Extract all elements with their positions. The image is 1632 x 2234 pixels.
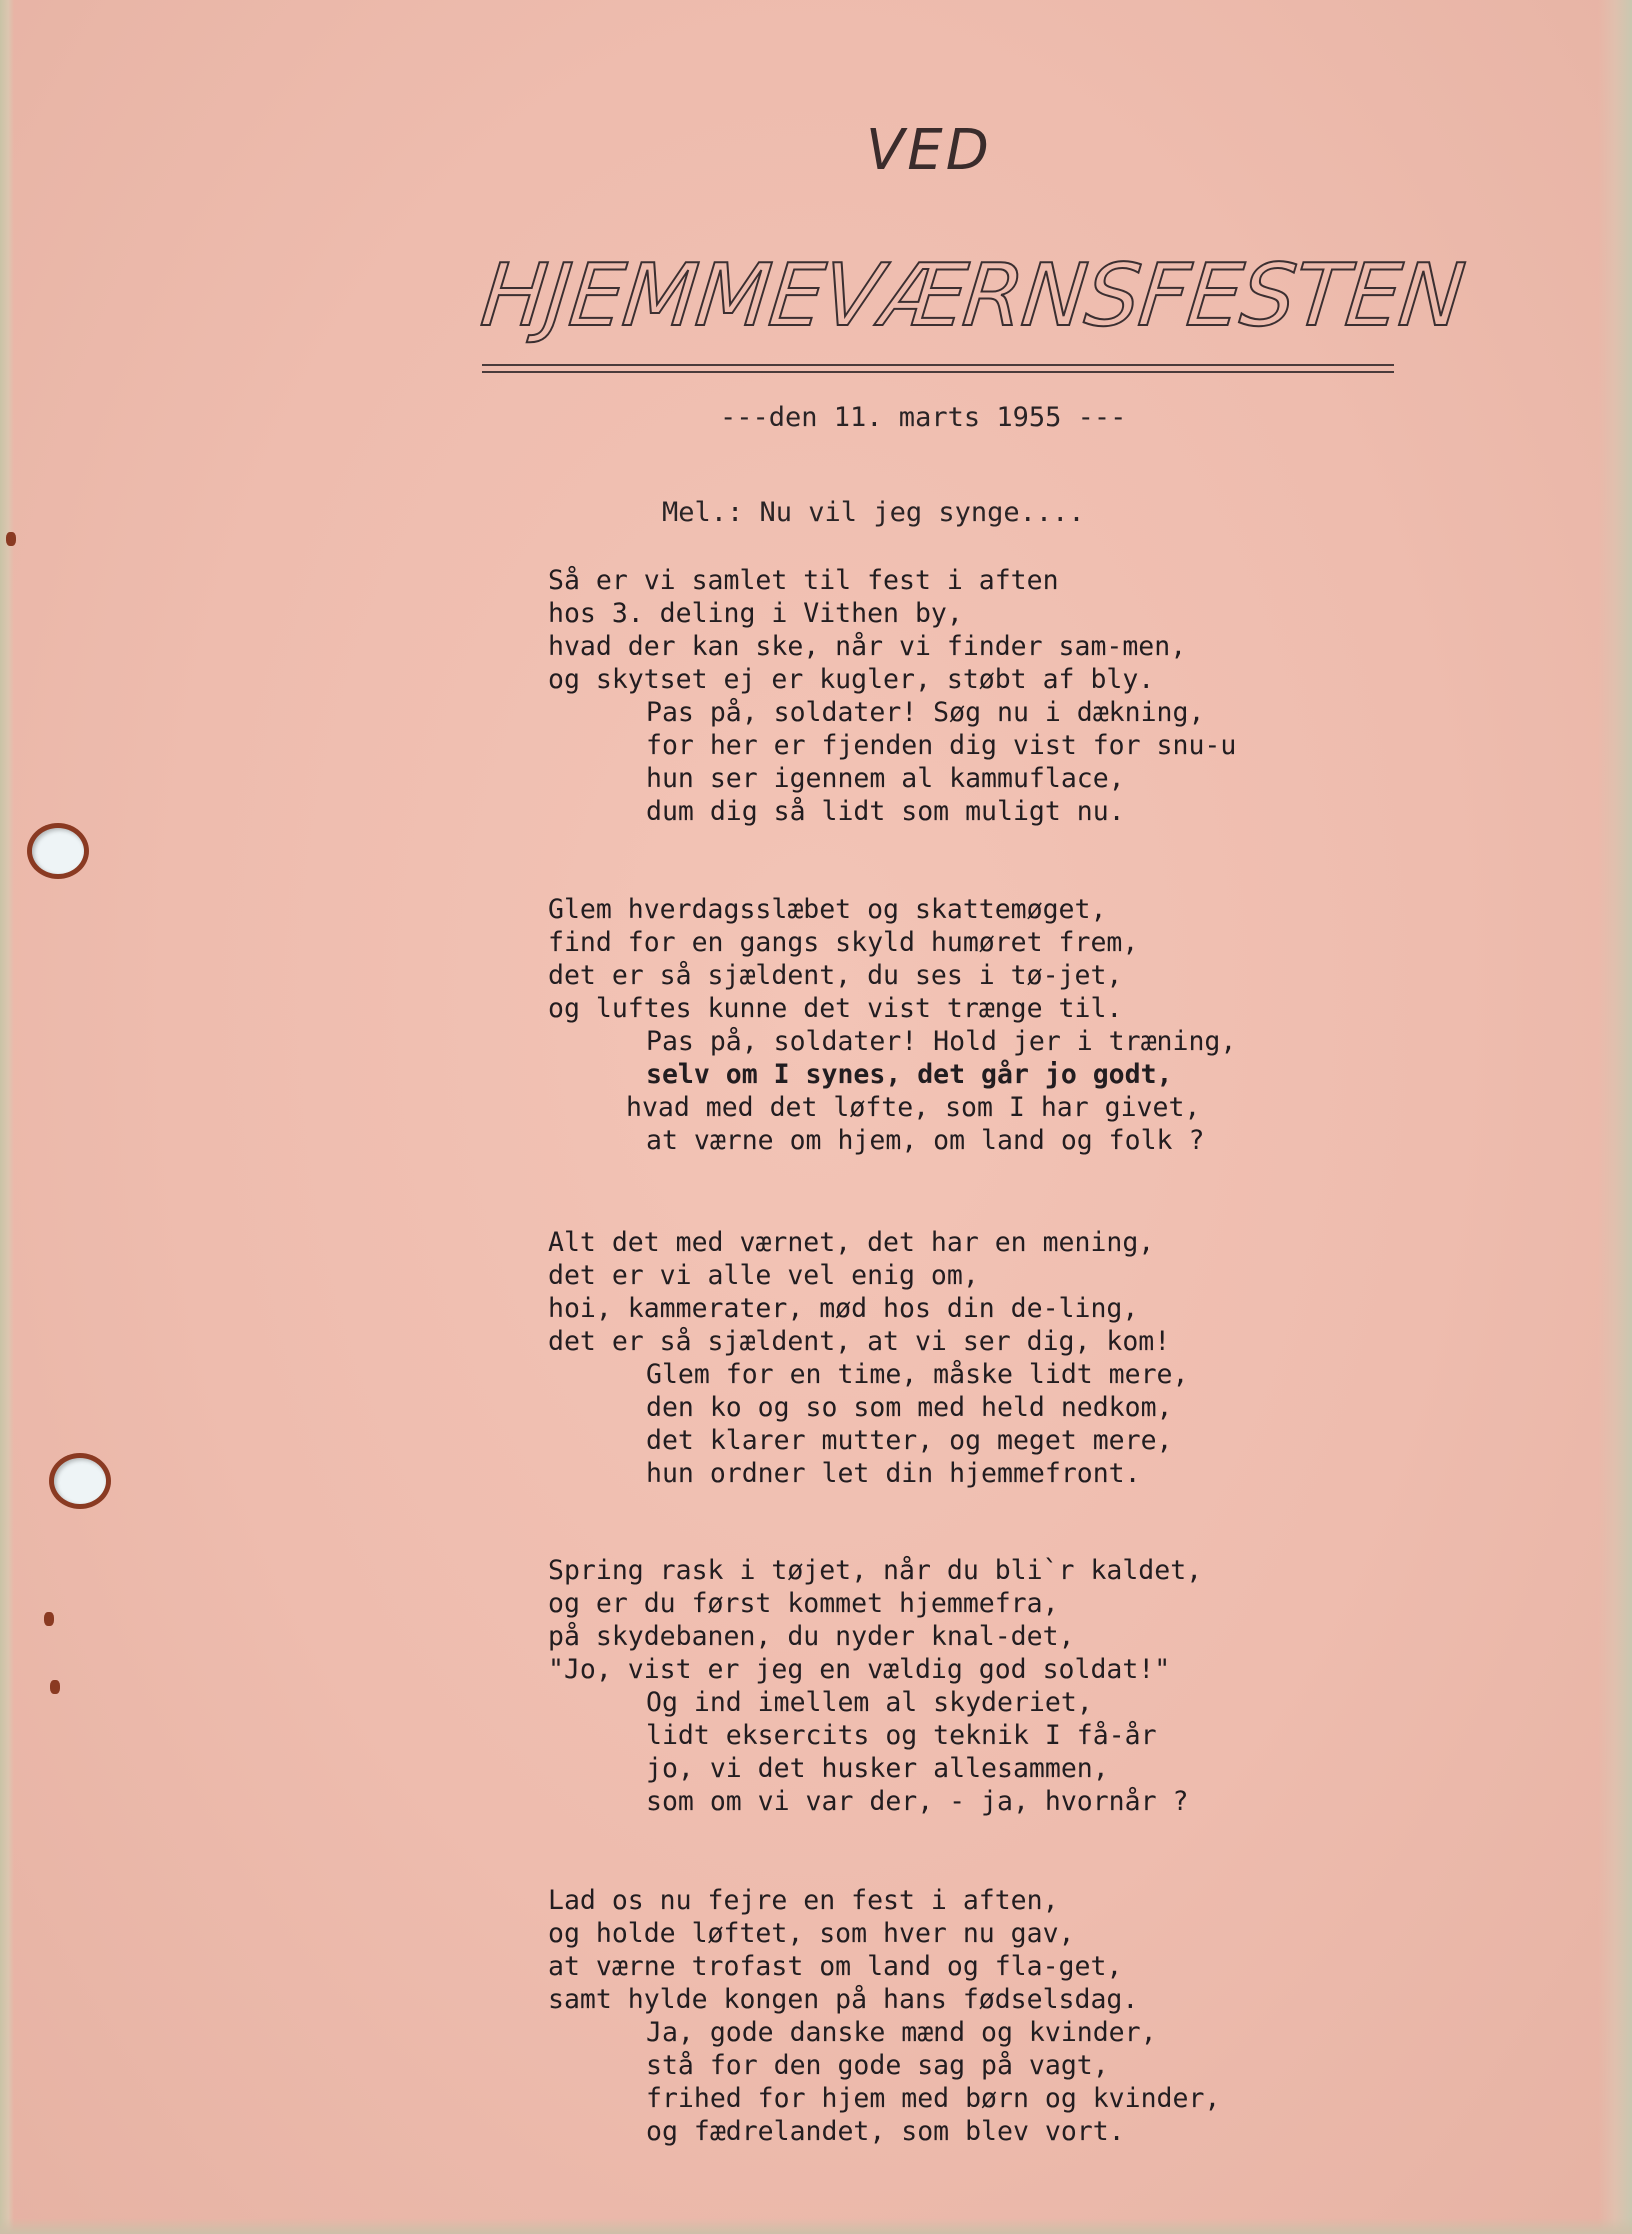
rust-stain xyxy=(44,1612,54,1626)
event-date: ---den 11. marts 1955 --- xyxy=(720,402,1127,433)
verse-line: Pas på, soldater! Hold jer i træning, xyxy=(646,1026,1237,1057)
verse-line: Alt det med værnet, det har en mening, xyxy=(548,1227,1155,1258)
verse-line: på skydebanen, du nyder knal-det, xyxy=(548,1621,1075,1652)
verse-line: det klarer mutter, og meget mere, xyxy=(646,1425,1173,1456)
stanza-1 xyxy=(548,564,1236,828)
stanza-4 xyxy=(548,1554,1202,1818)
verse-line: frihed for hjem med børn og kvinder, xyxy=(646,2083,1221,2114)
verse-line: Pas på, soldater! Søg nu i dækning, xyxy=(646,697,1205,728)
paper-edge-left xyxy=(0,0,14,2234)
punch-hole-upper xyxy=(32,828,84,874)
stanza-2 xyxy=(548,893,1236,1157)
title-underline xyxy=(482,364,1394,366)
paper-edge-bottom xyxy=(0,2218,1632,2234)
verse-line: hos 3. deling i Vithen by, xyxy=(548,598,963,629)
verse-line: som om vi var der, - ja, hvornår ? xyxy=(646,1786,1189,1817)
stanza-5 xyxy=(548,1884,1220,2148)
verse-line: jo, vi det husker allesammen, xyxy=(646,1753,1109,1784)
verse-line: stå for den gode sag på vagt, xyxy=(646,2050,1109,2081)
verse-line: hvad der kan ske, når vi finder sam-men, xyxy=(548,631,1187,662)
verse-line: og skytset ej er kugler, støbt af bly. xyxy=(548,664,1155,695)
verse-line: hun ser igennem al kammuflace, xyxy=(646,763,1125,794)
verse-line: det er så sjældent, du ses i tø-jet, xyxy=(548,960,1123,991)
verse-line: Lad os nu fejre en fest i aften, xyxy=(548,1885,1059,1916)
verse-line: "Jo, vist er jeg en vældig god soldat!" xyxy=(548,1654,1171,1685)
verse-line: hoi, kammerater, mød hos din de-ling, xyxy=(548,1293,1139,1324)
rust-stain xyxy=(6,532,16,546)
verse-line: at værne trofast om land og fla-get, xyxy=(548,1951,1123,1982)
verse-line: Og ind imellem al skyderiet, xyxy=(646,1687,1093,1718)
melody-line: Mel.: Nu vil jeg synge.... xyxy=(662,497,1085,528)
verse-line: hun ordner let din hjemmefront. xyxy=(646,1458,1141,1489)
verse-line: og er du først kommet hjemmefra, xyxy=(548,1588,1059,1619)
verse-line: dum dig så lidt som muligt nu. xyxy=(646,796,1125,827)
verse-line: og fædrelandet, som blev vort. xyxy=(646,2116,1125,2147)
paper-edge-right xyxy=(1598,0,1632,2234)
verse-line: det er vi alle vel enig om, xyxy=(548,1260,979,1291)
rust-stain xyxy=(50,1680,60,1694)
verse-line: hvad med det løfte, som I har givet, xyxy=(626,1092,1201,1123)
verse-line: find for en gangs skyld humøret frem, xyxy=(548,927,1139,958)
verse-line: og luftes kunne det vist trænge til. xyxy=(548,993,1123,1024)
verse-line: Ja, gode danske mænd og kvinder, xyxy=(646,2017,1157,2048)
verse-line: den ko og so som med held nedkom, xyxy=(646,1392,1173,1423)
verse-line: at værne om hjem, om land og folk ? xyxy=(646,1125,1205,1156)
pre-title: VED xyxy=(866,118,992,183)
verse-line: Glem hverdagsslæbet og skattemøget, xyxy=(548,894,1107,925)
verse-line: lidt eksercits og teknik I få-år xyxy=(646,1720,1157,1751)
stanza-3 xyxy=(548,1226,1188,1490)
verse-line: samt hylde kongen på hans fødselsdag. xyxy=(548,1984,1139,2015)
verse-line: og holde løftet, som hver nu gav, xyxy=(548,1918,1075,1949)
title-underline xyxy=(482,371,1394,373)
verse-line: for her er fjenden dig vist for snu-u xyxy=(646,730,1237,761)
verse-line: Glem for en time, måske lidt mere, xyxy=(646,1359,1189,1390)
page-title: HJEMMEVÆRNSFESTEN xyxy=(476,246,1469,346)
verse-line: selv om I synes, det går jo godt, xyxy=(646,1059,1173,1090)
verse-line: det er så sjældent, at vi ser dig, kom! xyxy=(548,1326,1171,1357)
punch-hole-lower xyxy=(54,1458,106,1504)
verse-line: Så er vi samlet til fest i aften xyxy=(548,565,1059,596)
verse-line: Spring rask i tøjet, når du bli`r kaldet, xyxy=(548,1555,1203,1586)
